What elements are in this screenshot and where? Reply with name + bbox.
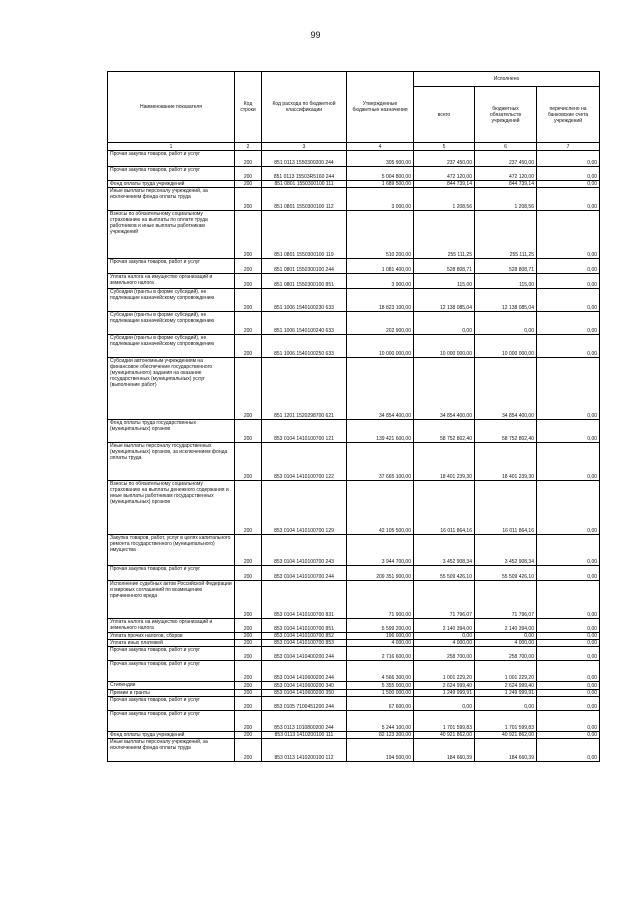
table-row	[108, 739, 600, 762]
row-approved: 5 244 100,00	[347, 711, 414, 732]
row-total: 10 000 000,00	[414, 335, 475, 358]
row-institutions: 0,00	[475, 312, 537, 335]
row-institutions: 12 138 085,04	[475, 289, 537, 312]
row-total: 1 001 229,20	[414, 661, 475, 682]
row-bank-accounts: 0,00	[537, 274, 600, 289]
row-approved: 1 689 500,00	[347, 181, 414, 188]
row-institutions: 16 011 864,16	[475, 481, 537, 535]
header-total: всего	[414, 87, 475, 143]
row-approved: 37 665 100,00	[347, 443, 414, 481]
row-institutions: 55 509 426,10	[475, 566, 537, 581]
row-budget-code: 853 0104 1410100700 831	[262, 581, 347, 619]
row-name: Иные выплаты персоналу государственных (муниципальных) органов, за исключением фонда оплаты труда	[108, 443, 235, 481]
row-institutions: 1 249 999,91	[475, 690, 537, 697]
row-institutions: 2 624 999,40	[475, 682, 537, 690]
row-line-code: 200	[235, 619, 262, 633]
column-number: 7	[537, 143, 600, 151]
row-budget-code: 851 0113 1550300200 244	[262, 151, 347, 167]
table-row	[108, 151, 600, 167]
row-line-code: 200	[235, 690, 262, 697]
row-bank-accounts: 0,00	[537, 647, 600, 661]
column-number: 5	[414, 143, 475, 151]
row-approved: 305 900,00	[347, 151, 414, 167]
row-approved: 42 105 500,00	[347, 481, 414, 535]
row-total: 2 140 394,00	[414, 619, 475, 633]
table-row	[108, 420, 600, 443]
row-institutions: 0,00	[475, 633, 537, 640]
row-name: Иные выплаты персоналу учреждений, за исключением фонда оплаты труда	[108, 188, 235, 211]
row-approved: 209 351 900,00	[347, 566, 414, 581]
row-name: Премии и гранты	[108, 690, 235, 697]
header-indicator-name: Наименование показателя	[108, 72, 235, 143]
row-name: Уплата налога на имущество организаций и земельного налога	[108, 274, 235, 289]
row-line-code: 200	[235, 647, 262, 661]
table-row	[108, 732, 600, 739]
row-name: Прочая закупка товаров, работ и услуг	[108, 566, 235, 581]
row-budget-code: 853 0104 1410600200 244	[262, 661, 347, 682]
row-budget-code: 853 0113 1410200100 111	[262, 732, 347, 739]
row-total: 12 138 085,04	[414, 289, 475, 312]
row-total: 1 249 999,91	[414, 690, 475, 697]
table-row	[108, 289, 600, 312]
table-row	[108, 566, 600, 581]
row-bank-accounts: 0,00	[537, 181, 600, 188]
row-total: 0,00	[414, 697, 475, 711]
row-line-code: 200	[235, 259, 262, 274]
table-row	[108, 661, 600, 682]
row-total: 2 624 999,40	[414, 682, 475, 690]
row-approved: 82 123 300,00	[347, 732, 414, 739]
row-name: Субсидии автономным учреждениям на финансовое обеспечение государственного (муниципального) задания на оказание государственных (муниципальных) услуг (выполнение работ)	[108, 358, 235, 420]
table-row	[108, 647, 600, 661]
row-budget-code: 853 0104 1410400200 244	[262, 647, 347, 661]
row-budget-code: 853 0104 1410600200 340	[262, 682, 347, 690]
row-line-code: 200	[235, 181, 262, 188]
row-line-code: 200	[235, 274, 262, 289]
row-budget-code: 853 0104 1410100700 851	[262, 619, 347, 633]
row-institutions: 10 000 000,00	[475, 335, 537, 358]
row-bank-accounts: 0,00	[537, 312, 600, 335]
row-budget-code: 851 0801 1550300100 244	[262, 259, 347, 274]
row-bank-accounts: 0,00	[537, 633, 600, 640]
row-bank-accounts: 0,00	[537, 640, 600, 647]
row-name: Прочая закупка товаров, работ и услуг	[108, 647, 235, 661]
column-number-row	[108, 143, 600, 151]
row-bank-accounts: 0,00	[537, 566, 600, 581]
row-institutions: 1 208,56	[475, 188, 537, 211]
row-institutions: 1 001 229,20	[475, 661, 537, 682]
row-total: 1 701 599,83	[414, 711, 475, 732]
row-institutions: 18 401 239,30	[475, 443, 537, 481]
row-budget-code: 851 1006 1540100250 633	[262, 335, 347, 358]
row-approved: 5 004 800,00	[347, 167, 414, 181]
row-budget-code: 851 1201 1520298700 621	[262, 358, 347, 420]
row-name: Субсидии (гранты в форме субсидий), не подлежащие казначейскому сопровождению	[108, 289, 235, 312]
row-approved: 139 421 600,00	[347, 420, 414, 443]
row-name: Прочая закупка товаров, работ и услуг	[108, 259, 235, 274]
row-name: Фонд оплаты труда государственных (муниципальных) органов	[108, 420, 235, 443]
row-bank-accounts: 0,00	[537, 443, 600, 481]
table-row	[108, 312, 600, 335]
column-number: 4	[347, 143, 414, 151]
row-name: Уплата налога на имущество организаций и земельного налога	[108, 619, 235, 633]
row-total: 3 452 908,34	[414, 535, 475, 566]
row-name: Уплата прочих налогов, сборов	[108, 633, 235, 640]
row-line-code: 200	[235, 335, 262, 358]
row-total: 184 660,39	[414, 739, 475, 762]
row-bank-accounts: 0,00	[537, 732, 600, 739]
row-institutions: 0,00	[475, 697, 537, 711]
column-number: 3	[262, 143, 347, 151]
header-line-code: Код строки	[235, 72, 262, 143]
row-approved: 71 900,00	[347, 581, 414, 619]
row-name: Прочая закупка товаров, работ и услуг	[108, 167, 235, 181]
row-name: Прочая закупка товаров, работ и услуг	[108, 661, 235, 682]
row-name: Субсидии (гранты в форме субсидий), не подлежащие казначейскому сопровождению	[108, 312, 235, 335]
row-line-code: 200	[235, 566, 262, 581]
row-bank-accounts: 0,00	[537, 289, 600, 312]
row-line-code: 200	[235, 211, 262, 259]
table-row	[108, 682, 600, 690]
row-line-code: 200	[235, 167, 262, 181]
row-name: Иные выплаты персоналу учреждений, за исключением фонда оплаты труда	[108, 739, 235, 762]
row-total: 472 120,00	[414, 167, 475, 181]
row-line-code: 200	[235, 682, 262, 690]
header-approved: Утвержденные бюджетные назначения	[347, 72, 414, 143]
row-approved: 34 854 400,00	[347, 358, 414, 420]
row-institutions: 34 854 400,00	[475, 358, 537, 420]
header-budget-code: Код расхода по бюджетной классификации	[262, 72, 347, 143]
row-total: 0,00	[414, 633, 475, 640]
row-approved: 3 000,00	[347, 188, 414, 211]
row-name: Прочая закупка товаров, работ и услуг	[108, 711, 235, 732]
row-line-code: 200	[235, 443, 262, 481]
row-institutions: 58 752 802,40	[475, 420, 537, 443]
row-name: Взносы по обязательному социальному страхованию на выплаты денежного содержания и иные выплаты работникам государственных (муниципальных) органов	[108, 481, 235, 535]
row-budget-code: 851 1006 1540100230 633	[262, 289, 347, 312]
row-line-code: 200	[235, 581, 262, 619]
row-line-code: 200	[235, 697, 262, 711]
row-line-code: 200	[235, 711, 262, 732]
row-institutions: 528 808,71	[475, 259, 537, 274]
row-bank-accounts: 0,00	[537, 259, 600, 274]
page-number: 99	[310, 30, 321, 40]
column-number: 2	[235, 143, 262, 151]
row-bank-accounts: 0,00	[537, 690, 600, 697]
row-total: 40 921 862,00	[414, 732, 475, 739]
row-budget-code: 853 0113 1010800200 244	[262, 711, 347, 732]
table-row	[108, 640, 600, 647]
row-total: 115,00	[414, 274, 475, 289]
table-row	[108, 711, 600, 732]
table-row	[108, 259, 600, 274]
table-row	[108, 619, 600, 633]
header-bank-accounts: перечислено на банковские счета учреждений	[537, 87, 600, 143]
row-budget-code: 851 1006 1540100240 633	[262, 312, 347, 335]
row-total: 1 208,56	[414, 188, 475, 211]
row-bank-accounts: 0,00	[537, 420, 600, 443]
row-approved: 194 500,00	[347, 739, 414, 762]
row-budget-code: 851 0113 15503R5160 244	[262, 167, 347, 181]
row-bank-accounts: 0,00	[537, 619, 600, 633]
header-institutions: бюджетных обязательств учреждений	[475, 87, 537, 143]
row-total: 258 700,00	[414, 647, 475, 661]
row-institutions: 71 796,07	[475, 581, 537, 619]
row-approved: 1 500 000,00	[347, 690, 414, 697]
row-bank-accounts: 0,00	[537, 151, 600, 167]
row-line-code: 200	[235, 481, 262, 535]
row-total: 58 752 802,40	[414, 420, 475, 443]
row-total: 844 739,14	[414, 181, 475, 188]
row-approved: 510 200,00	[347, 211, 414, 259]
table-row	[108, 581, 600, 619]
row-line-code: 200	[235, 188, 262, 211]
column-number: 6	[475, 143, 537, 151]
row-line-code: 200	[235, 640, 262, 647]
row-name: Фонд оплаты труда учреждений	[108, 181, 235, 188]
row-line-code: 200	[235, 535, 262, 566]
row-line-code: 200	[235, 633, 262, 640]
table-row	[108, 274, 600, 289]
row-bank-accounts: 0,00	[537, 358, 600, 420]
table-row	[108, 211, 600, 259]
row-approved: 10 000 000,00	[347, 335, 414, 358]
row-budget-code: 853 0104 1410100700 852	[262, 633, 347, 640]
table-row	[108, 358, 600, 420]
row-bank-accounts: 0,00	[537, 167, 600, 181]
row-total: 18 401 239,30	[414, 443, 475, 481]
row-bank-accounts: 0,00	[537, 335, 600, 358]
row-institutions: 184 660,39	[475, 739, 537, 762]
row-line-code: 200	[235, 358, 262, 420]
row-name: Прочая закупка товаров, работ и услуг	[108, 697, 235, 711]
row-line-code: 200	[235, 661, 262, 682]
row-budget-code: 851 0801 1550300100 119	[262, 211, 347, 259]
row-institutions: 844 739,14	[475, 181, 537, 188]
row-bank-accounts: 0,00	[537, 535, 600, 566]
row-name: Исполнение судебных актов Российской Федерации и мировых соглашений по возмещению причиненного вреда	[108, 581, 235, 619]
row-institutions: 3 452 908,34	[475, 535, 537, 566]
column-number: 1	[108, 143, 235, 151]
row-budget-code: 851 0801 1550300100 851	[262, 274, 347, 289]
row-bank-accounts: 0,00	[537, 481, 600, 535]
row-name: Уплата иных платежей	[108, 640, 235, 647]
row-bank-accounts: 0,00	[537, 661, 600, 682]
row-total: 0,00	[414, 312, 475, 335]
row-approved: 3 900,00	[347, 274, 414, 289]
table-row	[108, 633, 600, 640]
table-row	[108, 335, 600, 358]
row-institutions: 2 140 394,00	[475, 619, 537, 633]
row-budget-code: 853 0105 7100451200 244	[262, 697, 347, 711]
row-approved: 67 600,00	[347, 697, 414, 711]
row-approved: 5 599 200,00	[347, 619, 414, 633]
row-bank-accounts: 0,00	[537, 711, 600, 732]
row-line-code: 200	[235, 739, 262, 762]
row-line-code: 200	[235, 732, 262, 739]
row-total: 55 509 426,10	[414, 566, 475, 581]
row-budget-code: 853 0104 1410600200 350	[262, 690, 347, 697]
row-name: Закупка товаров, работ, услуг в целях капитального ремонта государственного (муниципального) имущества	[108, 535, 235, 566]
row-total: 4 000,00	[414, 640, 475, 647]
row-total: 71 796,07	[414, 581, 475, 619]
row-budget-code: 853 0113 1410200100 112	[262, 739, 347, 762]
row-name: Взносы по обязательному социальному страхованию на выплаты по оплате труда работников и иные выплаты работникам учреждений	[108, 211, 235, 259]
row-bank-accounts: 0,00	[537, 211, 600, 259]
row-budget-code: 853 0104 1410100700 243	[262, 535, 347, 566]
row-name: Фонд оплаты труда учреждений	[108, 732, 235, 739]
row-institutions: 1 701 599,83	[475, 711, 537, 732]
row-approved: 18 823 100,00	[347, 289, 414, 312]
row-line-code: 200	[235, 420, 262, 443]
row-name: Стипендии	[108, 682, 235, 690]
row-bank-accounts: 0,00	[537, 188, 600, 211]
row-approved: 3 944 700,00	[347, 535, 414, 566]
row-approved: 1 081 400,00	[347, 259, 414, 274]
row-approved: 2 716 600,00	[347, 647, 414, 661]
row-institutions: 258 700,00	[475, 647, 537, 661]
row-budget-code: 853 0104 1410100700 121	[262, 420, 347, 443]
row-line-code: 200	[235, 312, 262, 335]
row-institutions: 237 450,00	[475, 151, 537, 167]
row-budget-code: 853 0104 1410100700 244	[262, 566, 347, 581]
row-institutions: 40 921 862,00	[475, 732, 537, 739]
row-line-code: 200	[235, 151, 262, 167]
row-budget-code: 851 0801 1550300100 112	[262, 188, 347, 211]
row-institutions: 115,00	[475, 274, 537, 289]
table-row	[108, 697, 600, 711]
header-executed: Исполнено	[414, 72, 600, 87]
row-total: 34 854 400,00	[414, 358, 475, 420]
row-name: Прочая закупка товаров, работ и услуг	[108, 151, 235, 167]
table-row	[108, 690, 600, 697]
row-institutions: 472 120,00	[475, 167, 537, 181]
row-budget-code: 853 0104 1410100700 122	[262, 443, 347, 481]
row-approved: 202 900,00	[347, 312, 414, 335]
table-row	[108, 443, 600, 481]
row-budget-code: 851 0801 1550300100 111	[262, 181, 347, 188]
row-total: 237 450,00	[414, 151, 475, 167]
row-institutions: 4 000,00	[475, 640, 537, 647]
row-approved: 196 000,00	[347, 633, 414, 640]
row-total: 16 011 864,16	[414, 481, 475, 535]
table-row	[108, 181, 600, 188]
row-bank-accounts: 0,00	[537, 581, 600, 619]
row-budget-code: 853 0104 1410100700 129	[262, 481, 347, 535]
table-row	[108, 481, 600, 535]
row-approved: 4 566 300,00	[347, 661, 414, 682]
table-row	[108, 535, 600, 566]
row-institutions: 255 111,25	[475, 211, 537, 259]
table-row	[108, 167, 600, 181]
row-name: Субсидии (гранты в форме субсидий), не подлежащие казначейскому сопровождению	[108, 335, 235, 358]
budget-execution-table	[107, 71, 600, 762]
row-bank-accounts: 0,00	[537, 682, 600, 690]
row-approved: 5 355 000,00	[347, 682, 414, 690]
row-total: 528 808,71	[414, 259, 475, 274]
row-approved: 4 000,00	[347, 640, 414, 647]
table-row	[108, 188, 600, 211]
row-bank-accounts: 0,00	[537, 697, 600, 711]
row-total: 255 111,25	[414, 211, 475, 259]
row-budget-code: 853 0104 1410100700 853	[262, 640, 347, 647]
row-bank-accounts: 0,00	[537, 739, 600, 762]
row-line-code: 200	[235, 289, 262, 312]
